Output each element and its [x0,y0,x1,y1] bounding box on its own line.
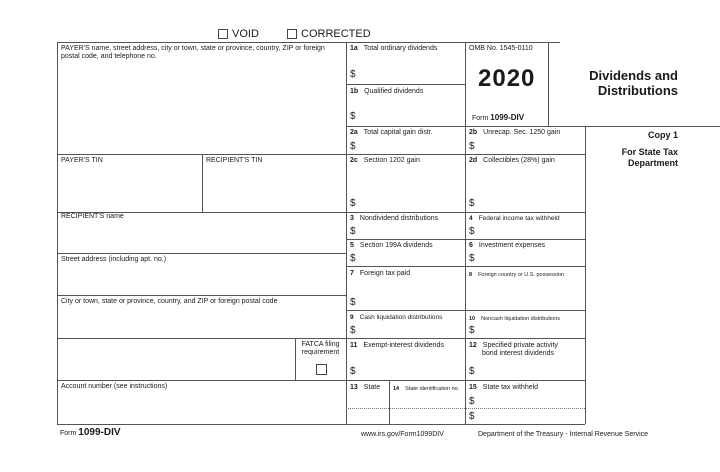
box-15-label: 15 State tax withheld [469,384,539,391]
copy-label: Copy 1 [647,130,678,140]
box-15-field-2[interactable] [477,410,583,423]
box-6-label: 6 Investment expenses [469,242,546,249]
box-13-field-1[interactable] [347,394,388,407]
fatca-checkbox[interactable] [316,364,327,375]
city-state-label: City or town, state or province, country, and ZIP or foreign postal code [61,298,278,305]
box-1b-field[interactable] [358,108,463,124]
box-2a-field[interactable] [358,138,463,153]
payer-tin-label: PAYER'S TIN [61,157,103,164]
box-1a-dollar: $ [350,69,356,80]
box-7-dollar: $ [350,297,356,308]
box-7-label: 7 Foreign tax paid [350,270,411,277]
box-12-field[interactable] [477,363,583,379]
box-4-dollar: $ [469,226,475,237]
box-9-field[interactable] [358,323,463,337]
box-8-field[interactable] [467,282,583,309]
box-5-dollar: $ [350,253,356,264]
box-8-label: 8 Foreign country or U.S. possession [469,272,564,278]
box-10-label: 10 Noncash liquidation distributions [469,316,561,322]
box-4-label: 4 Federal income tax withheld [469,215,560,222]
recipient-name-label: RECIPIENT'S name [61,213,124,220]
box-2d-dollar: $ [469,198,475,209]
box-5-field[interactable] [358,251,463,265]
box-2d-label: 2d Collectibles (28%) gain [469,157,555,164]
blank-field[interactable] [58,339,294,379]
box-2a-label: 2a Total capital gain distr. [350,129,433,136]
box-14-field-2[interactable] [390,410,464,423]
recipient-tin-field[interactable] [203,166,345,211]
account-number-label: Account number (see instructions) [61,383,168,390]
account-number-field[interactable] [58,392,345,423]
box-5-label: 5 Section 199A dividends [350,242,433,249]
box-14-field-1[interactable] [390,394,464,407]
box-6-dollar: $ [469,253,475,264]
recipient-name-field[interactable] [58,222,345,252]
copy-department: Department [627,158,678,168]
payer-tin-field[interactable] [58,166,201,211]
box-3-dollar: $ [350,226,356,237]
box-11-field[interactable] [358,363,463,379]
box-15-dollar-1: $ [469,396,475,407]
footer-form-name: Form 1099-DIV [60,427,121,438]
street-address-field[interactable] [58,265,345,294]
box-2b-dollar: $ [469,141,475,152]
omb-form-name: Form 1099-DIV [472,113,525,122]
payer-info-field[interactable] [58,62,345,153]
footer-department: Department of the Treasury - Internal Revenue Service [478,431,649,438]
footer-url: www.irs.gov/Form1099DIV [361,431,444,438]
box-12-label: 12 Specified private activity bond interest dividends [469,342,558,357]
box-2c-label: 2c Section 1202 gain [350,157,420,164]
box-2b-field[interactable] [477,138,583,153]
recipient-tin-label: RECIPIENT'S TIN [206,157,263,164]
box-2d-field[interactable] [477,194,583,211]
box-3-label: 3 Nondividend distributions [350,215,439,222]
box-11-dollar: $ [350,366,356,377]
box-7-field[interactable] [358,294,463,309]
box-6-field[interactable] [477,251,583,265]
box-1a-field[interactable] [358,66,463,82]
corrected-checkbox[interactable] [287,29,297,39]
box-12-dollar: $ [469,366,475,377]
street-address-label: Street address (including apt. no.) [61,256,167,263]
omb-number: OMB No. 1545-0110 [469,45,533,52]
form-title: Dividends and Distributions [589,68,678,98]
box-1b-label: 1b Qualified dividends [350,88,424,95]
void-label: VOID [232,28,259,40]
box-13-field-2[interactable] [347,410,388,423]
box-2c-dollar: $ [350,198,356,209]
box-11-label: 11 Exempt-interest dividends [350,342,444,349]
box-2b-label: 2b Unrecap. Sec. 1250 gain [469,129,561,136]
city-state-field[interactable] [58,307,345,337]
box-10-field[interactable] [477,323,583,337]
box-10-dollar: $ [469,325,475,336]
box-13-label: 13 State [350,384,381,391]
void-checkbox[interactable] [218,29,228,39]
copy-for-state-tax: For State Tax [621,147,678,157]
box-2c-field[interactable] [358,194,463,211]
box-4-field[interactable] [477,224,583,238]
tax-year: 2020 [478,65,536,92]
box-3-field[interactable] [358,224,463,238]
corrected-label: CORRECTED [301,28,371,40]
box-14-label: 14 State identification no. [393,386,460,392]
box-15-dollar-2: $ [469,411,475,422]
box-1a-label: 1a Total ordinary dividends [350,45,438,52]
fatca-label: FATCA filing requirement [301,341,340,356]
box-15-field-1[interactable] [477,394,583,407]
box-2a-dollar: $ [350,141,356,152]
box-9-label: 9 Cash liquidation distributions [350,314,443,321]
box-9-dollar: $ [350,325,356,336]
payer-info-label: PAYER'S name, street address, city or town, state or province, country, ZIP or foreign postal code, and telephone no. [61,45,325,60]
box-1b-dollar: $ [350,111,356,122]
